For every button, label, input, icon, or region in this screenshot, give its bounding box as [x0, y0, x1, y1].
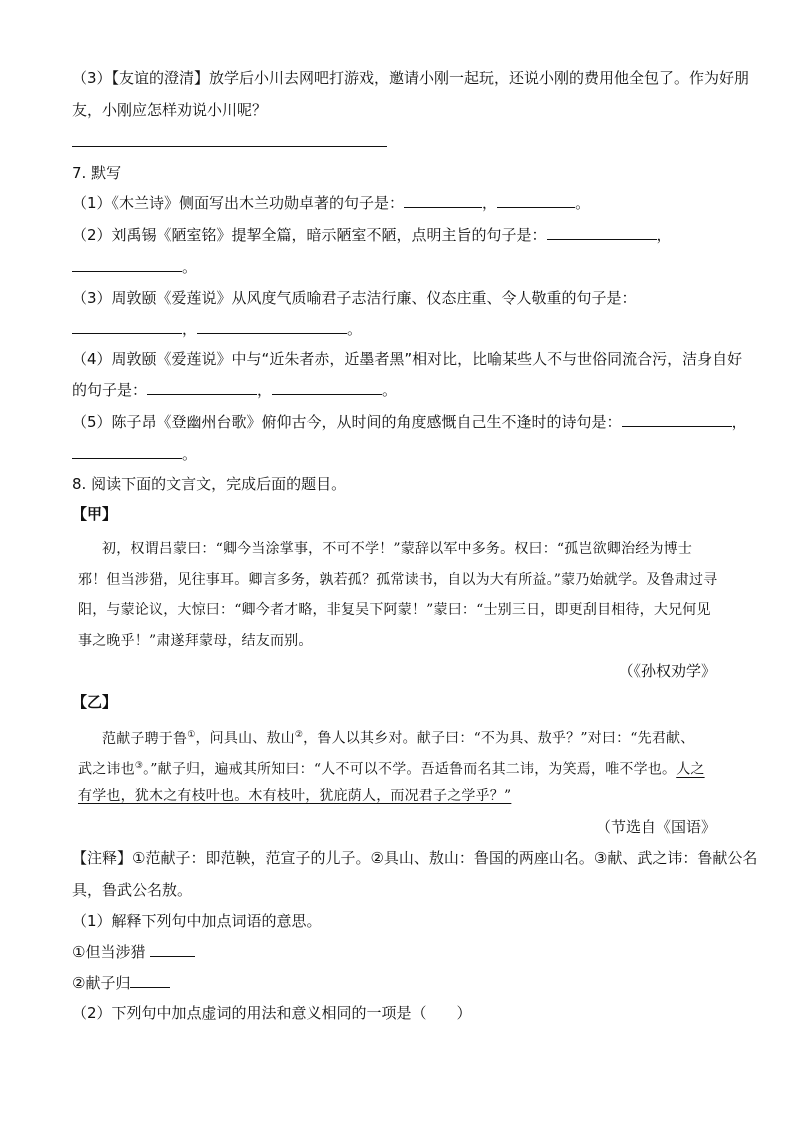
q7-item-3: （3）周敦颐《爱莲说》从风度气质喻君子志洁行廉、仪态庄重、令人敬重的句子是： — [72, 289, 637, 307]
fill-blank[interactable] — [272, 380, 382, 395]
sub-question-2: （2）下列句中加点虚词的用法和意义相同的一项是（ ） — [72, 1004, 472, 1022]
q7-item-4-cont: 的句子是： ， 。 — [72, 381, 398, 399]
notes-line-1: 【注释】①范献子：即范鞅，范宣子的儿子。②具山、敖山：鲁国的两座山名。③献、武之讳：鲁献公名 — [72, 849, 758, 867]
yi-label: 【乙】 — [72, 693, 118, 711]
sub-question-1: （1）解释下列句中加点词语的意思。 — [72, 912, 322, 930]
fill-blank[interactable] — [547, 225, 657, 240]
yi-line-1: 范献子聘于鲁①，问具山、敖山②，鲁人以其乡对。献子曰：“不为具、敖乎？”对曰：“先君献、 — [102, 730, 695, 747]
fill-blank[interactable] — [404, 193, 482, 208]
q7-item-2: （2）刘禹锡《陋室铭》提挈全篇，暗示陋室不陋，点明主旨的句子是： ， — [72, 226, 672, 244]
sub-question-1a: ①但当涉猎 — [72, 942, 195, 962]
fill-blank[interactable] — [130, 973, 170, 988]
underlined-sentence: 有学也，犹木之有枝叶也。木有枝叶，犹庇荫人，而况君子之学乎？” — [78, 788, 512, 804]
answer-line[interactable] — [72, 146, 387, 147]
notes-line-2: 具，鲁武公名敖。 — [72, 881, 193, 899]
jia-line-1: 初，权谓吕蒙曰：“卿今当涂掌事，不可不学！”蒙辞以军中多务。权曰：“孤岂欲卿治经为博士 — [102, 541, 693, 557]
q7-item-5: （5）陈子昂《登幽州台歌》俯仰古今，从时间的角度感慨自己生不逢时的诗句是： ， — [72, 413, 747, 431]
footnote-marker: ① — [187, 730, 196, 740]
fill-blank[interactable] — [147, 380, 257, 395]
q7-item-4: （4）周敦颐《爱莲说》中与“近朱者赤，近墨者黑”相对比，比喻某些人不与世俗同流合污，洁身自好 — [72, 350, 743, 368]
underlined-sentence: 人之 — [676, 761, 705, 778]
sub-question-1b: ②献子归 — [72, 973, 170, 993]
q7-item-1: （1）《木兰诗》侧面写出木兰功勋卓著的句子是： ， 。 — [72, 194, 591, 212]
yi-source: （节选自《国语》 — [595, 818, 716, 836]
jia-line-2: 邪！但当涉猎，见往事耳。卿言多务，孰若孤？孤常读书，自以为大有所益。”蒙乃始就学。及鲁肃过寻 — [78, 572, 718, 588]
yi-line-3 — [78, 786, 511, 806]
fill-blank[interactable] — [72, 319, 182, 334]
fill-blank[interactable] — [197, 319, 347, 334]
yi-line-2: 武之讳也③。”献子归，遍戒其所知曰：“人不可以不学。吾适鲁而名其二讳，为笑焉，唯不学也。人之 — [78, 761, 705, 778]
footnote-marker: ③ — [134, 761, 144, 771]
fill-blank[interactable] — [622, 412, 732, 427]
jia-label: 【甲】 — [72, 505, 118, 523]
fill-blank[interactable] — [72, 257, 182, 272]
q6-3-line1: （3）【友谊的澄清】放学后小川去网吧打游戏，邀请小刚一起玩，还说小刚的费用他全包了。作为好朋 — [72, 69, 750, 87]
fill-blank[interactable] — [72, 444, 182, 459]
q8-title: 8. 阅读下面的文言文，完成后面的题目。 — [72, 475, 347, 493]
q7-title: 7. 默写 — [72, 164, 122, 182]
q6-3-line2: 友，小刚应怎样劝说小川呢？ — [72, 101, 268, 119]
jia-line-4: 事之晚乎！”肃遂拜蒙母，结友而别。 — [78, 633, 313, 649]
jia-line-3: 阳，与蒙论议，大惊曰：“卿今者才略，非复吴下阿蒙！”蒙曰：“士别三日，即更刮目相待，大兄何见 — [78, 602, 711, 618]
footnote-marker: ② — [294, 730, 304, 740]
q7-item-5-cont: 。 — [72, 444, 197, 464]
fill-blank[interactable] — [150, 942, 195, 957]
q7-item-3-cont: ， 。 — [72, 319, 362, 339]
fill-blank[interactable] — [497, 193, 575, 208]
jia-source: （《孙权劝学》 — [618, 662, 716, 680]
q7-item-2-cont: 。 — [72, 257, 197, 277]
